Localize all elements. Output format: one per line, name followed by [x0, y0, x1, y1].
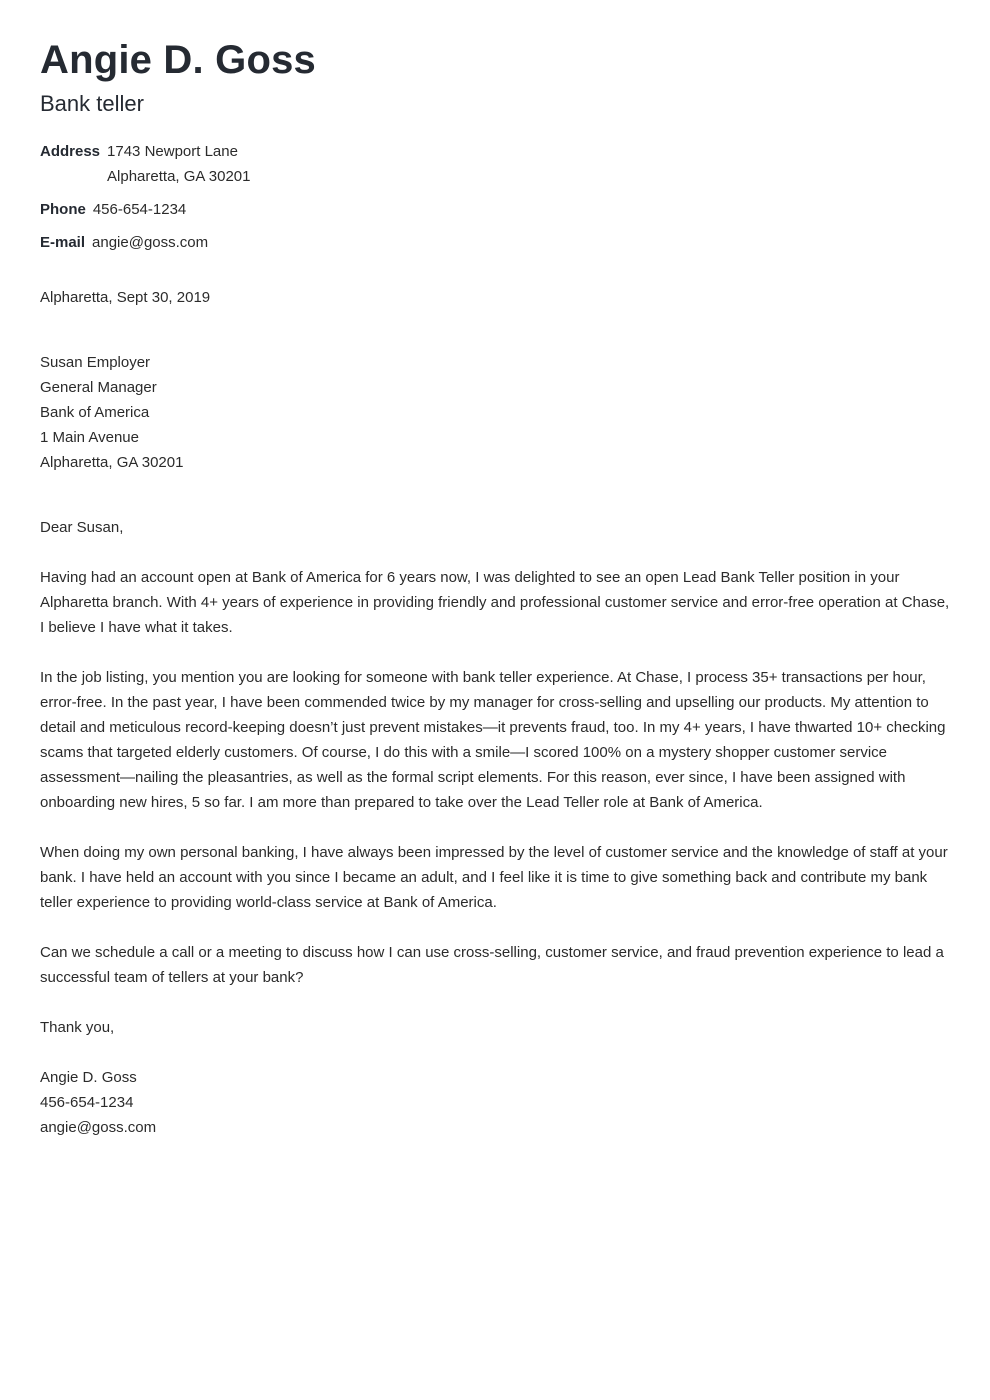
- phone-value: 456-654-1234: [92, 201, 187, 218]
- recipient-company: Bank of America: [40, 404, 150, 421]
- contact-phone-row: [40, 197, 250, 222]
- signature-block: [40, 1065, 952, 1140]
- paragraph-4: Can we schedule a call or a meeting to discuss how I can use cross-selling, customer service, and fraud prevention experience to lead a successful team of tellers at your bank?: [40, 944, 944, 986]
- signature-email: angie@goss.com: [40, 1119, 157, 1136]
- contact-block: [40, 139, 250, 263]
- salutation: Dear Susan,: [40, 519, 124, 536]
- address-line-1: 1743 Newport Lane: [107, 143, 238, 160]
- phone-label: Phone: [40, 201, 86, 218]
- paragraph-2: In the job listing, you mention you are looking for someone with bank teller experience. At Chase, I process 35+ transactions per hour, error-free. In the past year, I have been commended twice by my manager for cross-selling and upselling our products. My attention to detail and meticulous record-keeping doesn’t just prevent mistakes—it prevents fraud, too. In my 4+ years, I have thwarted 10+ checking scams that targeted elderly customers. Of course, I do this with a smile—I scored 100% on a mystery shopper customer service assessment—nailing the pleasantries, as well as the formal script elements. For this reason, ever since, I have been assigned with onboarding new hires, 5 so far. I am more than prepared to take over the Lead Teller role at Bank of America.: [40, 669, 946, 811]
- letter-date: Alpharetta, Sept 30, 2019: [40, 289, 211, 306]
- paragraph-3: When doing my own personal banking, I have always been impressed by the level of customer service and the knowledge of staff at your bank. I have held an account with you since I became an adult, and I feel like it is time to give something back and contribute my bank teller experience to providing world-class service at Bank of America.: [40, 844, 948, 911]
- paragraph-1: Having had an account open at Bank of America for 6 years now, I was delighted to see an open Lead Bank Teller position in your Alpharetta branch. With 4+ years of experience in providing friendly and professional customer service and error-free operation at Chase, I believe I have what it takes.: [40, 569, 950, 636]
- signature-phone: 456-654-1234: [40, 1094, 134, 1111]
- recipient-title: General Manager: [40, 379, 157, 396]
- address-line-2: Alpharetta, GA 30201: [107, 168, 251, 185]
- contact-address-row: [40, 139, 250, 189]
- email-label: E-mail: [40, 234, 86, 251]
- recipient-block: [40, 350, 183, 475]
- letter-body: [40, 515, 952, 1140]
- applicant-job-title: Bank teller: [40, 91, 144, 116]
- signature-name: Angie D. Goss: [40, 1069, 137, 1086]
- contact-email-row: [40, 230, 250, 255]
- recipient-street: 1 Main Avenue: [40, 429, 139, 446]
- recipient-city: Alpharetta, GA 30201: [40, 454, 184, 471]
- address-label: Address: [40, 143, 101, 160]
- address-value: [107, 139, 250, 189]
- closing: Thank you,: [40, 1019, 115, 1036]
- applicant-name: Angie D. Goss: [40, 38, 316, 82]
- email-value: angie@goss.com: [92, 234, 209, 251]
- recipient-name: Susan Employer: [40, 354, 151, 371]
